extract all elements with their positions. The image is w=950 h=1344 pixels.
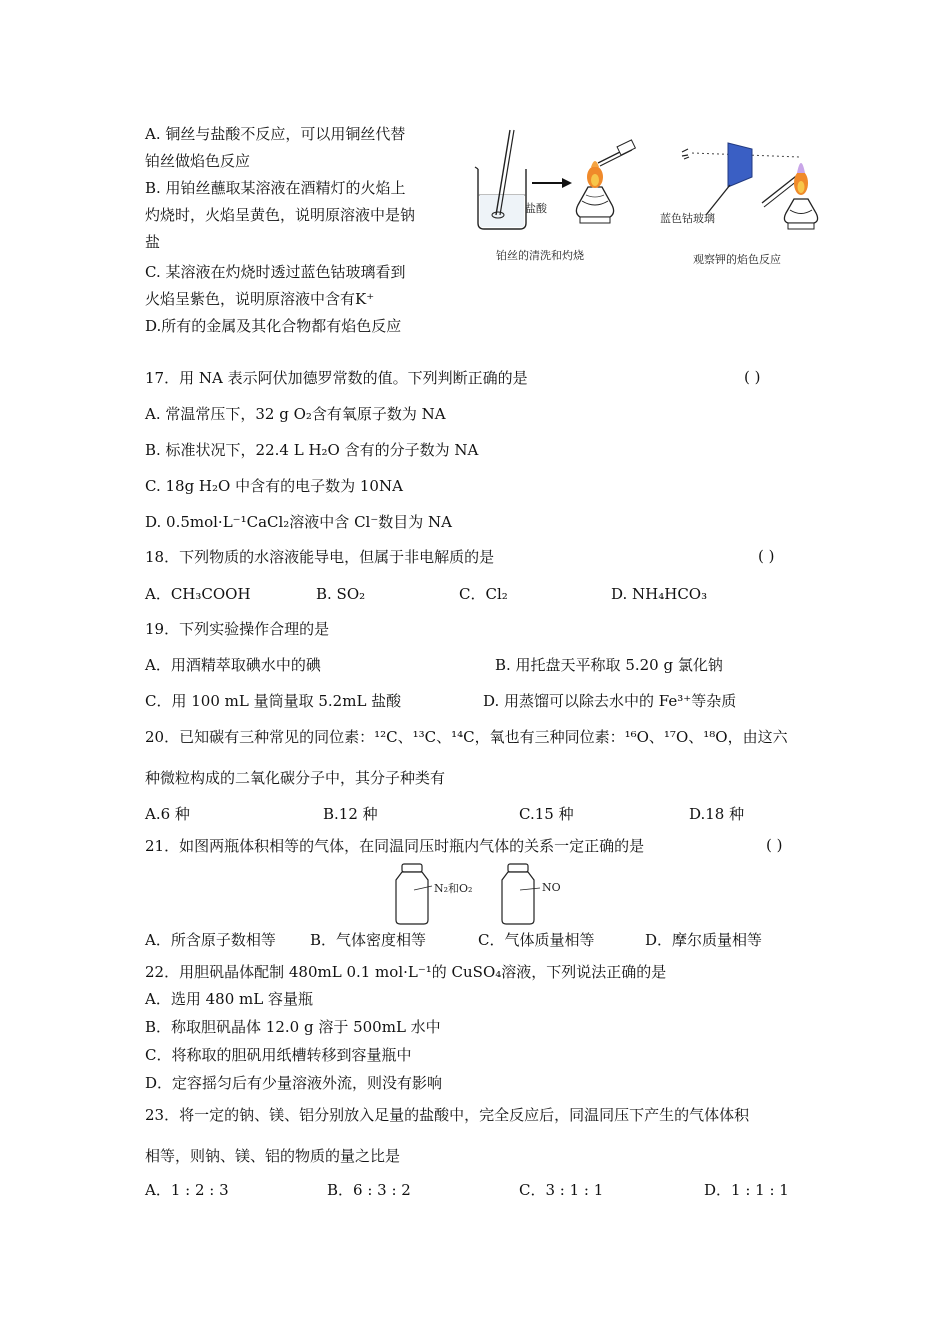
q20-option-d: D.18 种 bbox=[689, 805, 745, 823]
q22-option-c: C．将称取的胆矾用纸槽转移到容量瓶中 bbox=[145, 1046, 412, 1064]
q17-option-b: B. 标准状况下，22.4 L H₂O 含有的分子数为 NA bbox=[145, 441, 479, 459]
q21-stem: 21．如图两瓶体积相等的气体，在同温同压时瓶内气体的关系一定正确的是 bbox=[145, 837, 645, 855]
q23-option-c: C．3 : 1 : 1 bbox=[519, 1181, 604, 1199]
q20-option-a: A.6 种 bbox=[145, 805, 190, 823]
q19-stem: 19．下列实验操作合理的是 bbox=[145, 620, 330, 638]
q21-answer-blank: ( ) bbox=[766, 836, 783, 854]
q16-option-b-line3: 盐 bbox=[145, 233, 161, 251]
q23-option-d: D．1 : 1 : 1 bbox=[704, 1181, 789, 1199]
fig2-caption: 观察钾的焰色反应 bbox=[693, 253, 781, 266]
q17-option-c: C. 18g H₂O 中含有的电子数为 10NA bbox=[145, 477, 403, 495]
fig1-caption: 铂丝的清洗和灼烧 bbox=[496, 249, 584, 262]
q22-option-d: D．定容摇匀后有少量溶液外流，则没有影响 bbox=[145, 1074, 443, 1092]
q16-option-c-line2: 火焰呈紫色，说明原溶液中含有K⁺ bbox=[145, 290, 375, 308]
fig1-hcl-label: 盐酸 bbox=[525, 202, 547, 215]
q16-option-b-line1: B. 用铂丝蘸取某溶液在酒精灯的火焰上 bbox=[145, 179, 406, 197]
q17-option-d: D. 0.5mol·L⁻¹CaCl₂溶液中含 Cl⁻数目为 NA bbox=[145, 513, 452, 531]
bottle2-label: NO bbox=[542, 881, 561, 894]
q21-option-b: B．气体密度相等 bbox=[310, 931, 427, 949]
q17-option-a: A. 常温常压下，32 g O₂含有氧原子数为 NA bbox=[145, 405, 446, 423]
q17-stem: 17．用 NA 表示阿伏加德罗常数的值。下列判断正确的是 bbox=[145, 369, 528, 387]
fig2-cobalt-glass-label: 蓝色钴玻璃 bbox=[660, 212, 715, 225]
q23-stem-line1: 23．将一定的钠、镁、铝分别放入足量的盐酸中，完全反应后，同温同压下产生的气体体积 bbox=[145, 1106, 750, 1124]
q18-answer-blank: ( ) bbox=[758, 547, 775, 565]
q16-option-b-line2: 灼烧时，火焰呈黄色，说明原溶液中是钠 bbox=[145, 206, 416, 224]
q22-stem: 22．用胆矾晶体配制 480mL 0.1 mol·L⁻¹的 CuSO₄溶液，下列说法正确的是 bbox=[145, 963, 667, 981]
q22-option-a: A．选用 480 mL 容量瓶 bbox=[145, 990, 313, 1008]
figure-platinum-wire-cleaning bbox=[470, 125, 640, 245]
q19-option-b: B. 用托盘天平称取 5.20 g 氯化钠 bbox=[495, 656, 723, 674]
q16-option-c-line1: C. 某溶液在灼烧时透过蓝色钴玻璃看到 bbox=[145, 263, 406, 281]
q18-option-a: A．CH₃COOH bbox=[145, 585, 251, 603]
q19-option-d: D. 用蒸馏可以除去水中的 Fe³⁺等杂质 bbox=[483, 692, 737, 710]
q20-stem-line1: 20．已知碳有三种常见的同位素：¹²C、¹³C、¹⁴C，氧也有三种同位素：¹⁶O、¹⁷O、¹⁸O，由这六 bbox=[145, 728, 788, 746]
q21-option-d: D．摩尔质量相等 bbox=[645, 931, 763, 949]
q18-option-b: B. SO₂ bbox=[316, 585, 366, 603]
q21-option-c: C．气体质量相等 bbox=[478, 931, 595, 949]
q20-option-c: C.15 种 bbox=[519, 805, 574, 823]
figure-two-gas-bottles bbox=[392, 862, 572, 926]
q23-option-a: A．1 : 2 : 3 bbox=[145, 1181, 229, 1199]
q18-option-d: D. NH₄HCO₃ bbox=[611, 585, 708, 603]
q21-option-a: A．所含原子数相等 bbox=[145, 931, 276, 949]
q19-option-a: A．用酒精萃取碘水中的碘 bbox=[145, 656, 321, 674]
q20-option-b: B.12 种 bbox=[323, 805, 378, 823]
q19-option-c: C．用 100 mL 量筒量取 5.2mL 盐酸 bbox=[145, 692, 402, 710]
q23-stem-line2: 相等，则钠、镁、铝的物质的量之比是 bbox=[145, 1147, 401, 1165]
q18-stem: 18．下列物质的水溶液能导电，但属于非电解质的是 bbox=[145, 548, 495, 566]
q16-option-a-line1: A. 铜丝与盐酸不反应，可以用铜丝代替 bbox=[145, 125, 406, 143]
q16-option-a-line2: 铂丝做焰色反应 bbox=[145, 152, 251, 170]
q23-option-b: B．6 : 3 : 2 bbox=[327, 1181, 411, 1199]
q22-option-b: B．称取胆矾晶体 12.0 g 溶于 500mL 水中 bbox=[145, 1018, 441, 1036]
bottle1-label: N₂和O₂ bbox=[434, 882, 473, 895]
q18-option-c: C．Cl₂ bbox=[459, 585, 508, 603]
q16-option-d: D.所有的金属及其化合物都有焰色反应 bbox=[145, 317, 402, 335]
q20-stem-line2: 种微粒构成的二氧化碳分子中，其分子种类有 bbox=[145, 769, 446, 787]
q17-answer-blank: ( ) bbox=[744, 368, 761, 386]
